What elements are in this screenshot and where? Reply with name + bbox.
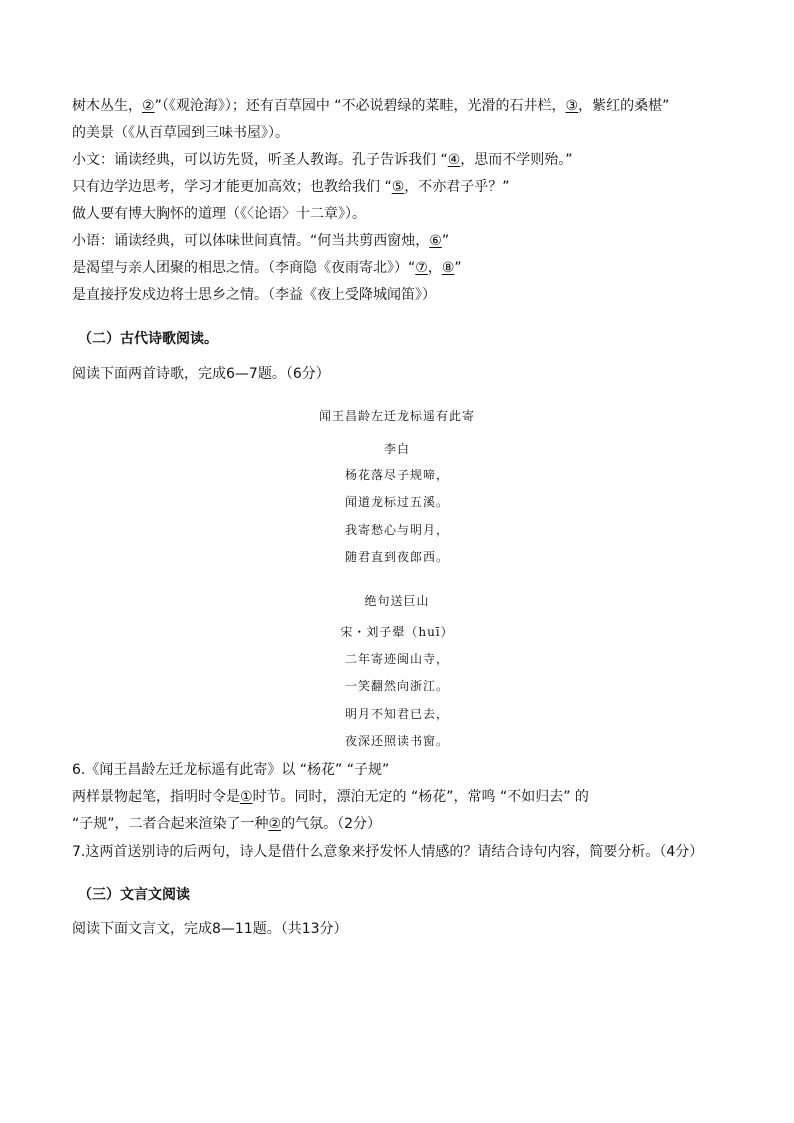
- poem-1-line-4: 随君直到夜郎西。: [344, 550, 449, 564]
- recitation-line-3: 小文：诵读经典，可以访先贤，听圣人教诲。孔子告诉我们 “④，思而不学则殆。”: [72, 152, 573, 168]
- blank-8[interactable]: ⑧: [441, 260, 455, 276]
- recitation-line-1: 树木丛生，②”（《观沧海》）；还有百草园中 “不必说碧绿的菜畦，光滑的石井栏，③，紫红的桑椹”: [72, 98, 670, 114]
- recitation-line-4: 只有边学边思考，学习才能更加高效；也教给我们 “⑤，不亦君子乎？”: [72, 179, 510, 195]
- blank-5[interactable]: ⑤: [391, 179, 405, 195]
- recitation-line-7: 是渴望与亲人团聚的相思之情。（李商隐《夜雨寄北》）“⑦，⑧”: [72, 260, 462, 276]
- poem-2-title: 绝句送巨山: [364, 594, 430, 608]
- question-7: 7.这两首送别诗的后两句，诗人是借什么意象来抒发怀人情感的？请结合诗句内容，简要分析。（4分）: [72, 844, 704, 860]
- section-3-heading: （三）文言文阅读: [78, 887, 190, 903]
- blank-2[interactable]: ②: [142, 98, 155, 114]
- blank-6[interactable]: ⑥: [429, 233, 442, 249]
- q6-blank-1[interactable]: ①: [240, 789, 253, 805]
- section-3-instruction: 阅读下面文言文，完成8—11题。（共13分）: [72, 921, 348, 937]
- blank-4[interactable]: ④: [447, 152, 461, 168]
- question-6-line-3: “子规”，二者合起来渲染了一种②的气氛。（2分）: [72, 816, 381, 832]
- recitation-line-8: 是直接抒发戍边将士思乡之情。（李益《夜上受降城闻笛》）: [72, 287, 436, 303]
- blank-7[interactable]: ⑦: [415, 260, 428, 276]
- recitation-line-2: 的美景（《从百草园到三味书屋》）。: [72, 125, 289, 141]
- poem-1-line-1: 杨花落尽子规啼，: [344, 468, 449, 482]
- section-2-instruction: 阅读下面两首诗歌，完成6—7题。（6分）: [72, 366, 330, 382]
- poem-1-line-2: 闻道龙标过五溪。: [344, 495, 449, 509]
- poem-2-line-1: 二年寄迹闽山寺，: [344, 652, 449, 666]
- poem-1-title: 闻王昌龄左迁龙标遥有此寄: [318, 409, 475, 423]
- blank-3[interactable]: ③: [565, 98, 579, 114]
- section-2-heading: （二）古代诗歌阅读。: [78, 331, 218, 347]
- poem-2-line-3: 明月不知君已去，: [344, 707, 449, 721]
- recitation-line-5: 做人要有博大胸怀的道理（《〈论语〉十二章》）。: [72, 206, 366, 222]
- recitation-line-6: 小语：诵读经典，可以体味世间真情。“何当共剪西窗烛，⑥”: [72, 233, 450, 249]
- question-6-line-1: 6.《闻王昌龄左迁龙标遥有此寄》以 “杨花” “子规”: [72, 762, 390, 778]
- poem-1-author: 李白: [383, 442, 410, 456]
- question-6-line-2: 两样景物起笔，指明时令是①时节。同时，漂泊无定的 “杨花”，常鸣 “不如归去” 的: [72, 789, 589, 805]
- q6-blank-2[interactable]: ②: [268, 816, 282, 832]
- poem-2-line-4: 夜深还照读书窗。: [344, 734, 449, 748]
- poem-2-line-2: 一笑翻然向浙江。: [344, 679, 449, 693]
- poem-1-line-3: 我寄愁心与明月，: [344, 523, 449, 537]
- poem-2-author: 宋・刘子翚（huī）: [340, 625, 454, 639]
